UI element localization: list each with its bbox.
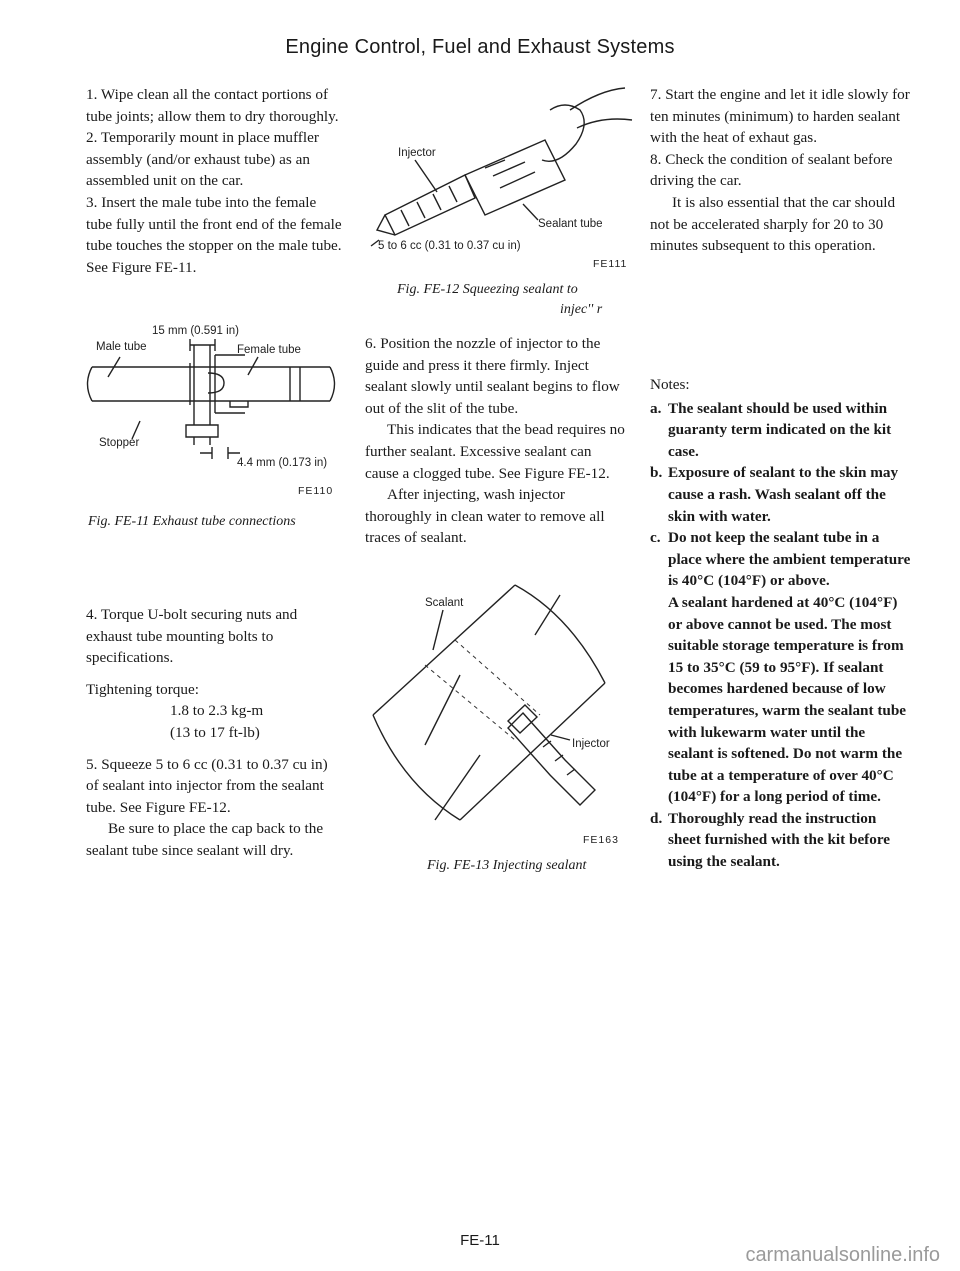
torque-value-ftlb: (13 to 17 ft-lb) [170,723,260,741]
step-2: 2. Temporarily mount in place muffler assembly (and/or exhaust tube) as an assembled unit on the car. [86,129,319,190]
column-middle [365,333,627,549]
fig11-label-male-tube: Male tube [96,341,147,353]
fig11-label-stopper: Stopper [99,437,140,449]
note-c-marker: c. [650,529,661,547]
fig11-caption: Fig. FE-11 Exhaust tube connections [88,514,296,529]
step-4: 4. Torque U-bolt securing nuts and exhaust tube mounting bolts to specifications. [86,606,298,667]
step-3: 3. Insert the male tube into the female tube fully until the front end of the female tube touches the stopper on the male tube. See Figure FE-11. [86,193,342,276]
fig12-caption-line2: injec'' r [560,302,603,317]
step-5-note: Be sure to place the cap back to the sealant tube since sealant will dry. [86,820,324,859]
fig13-label-injector: Injector [572,738,610,750]
step-1: 1. Wipe clean all the contact portions of tube joints; allow them to dry thoroughly. [86,86,339,125]
note-d-text: Thoroughly read the instruction sheet furnished with the kit before using the sealant. [668,809,891,871]
fig13-caption: Fig. FE-13 Injecting sealant [427,858,587,873]
note-d-marker: d. [650,809,663,827]
note-a-marker: a. [650,399,662,417]
note-b-text: Exposure of sealant to the skin may cause a rash. Wash sealant off the skin with water. [668,464,899,525]
note-c-p2: A sealant hardened at 40°C (104°F) or above cannot be used. The most suitable storage temperature is from 15 to 35°C (59 to 95°F). If sealant becomes hardened because of low temperatures, warm the sealant tube with lukewarm water until the sealant is softened. Do not warm the tube at a temperature of over 40°C (104°F) for a long period of time. [668,593,907,806]
fig13-injecting-diagram [365,565,635,835]
note-d [650,808,912,873]
watermark: carmanualsonline.info [745,1244,940,1266]
page-number: FE-11 [460,1232,500,1249]
fig13-label-sealant: Scalant [425,597,464,609]
step-6-p3: After injecting, wash injector thoroughly in clean water to remove all traces of sealant. [365,486,605,547]
step-8: 8. Check the condition of sealant before driving the car. [650,150,893,190]
note-a [650,398,912,463]
fig12-code: FE111 [593,258,628,270]
notes-title: Notes: [650,376,690,393]
torque-spec [86,679,344,744]
step-7: 7. Start the engine and let it idle slowly for ten minutes (minimum) to harden sealant with the heat of exhaut gas. [650,86,910,147]
fig11-dim-bottom: 4.4 mm (0.173 in) [237,457,328,469]
fig11-dim-top: 15 mm (0.591 in) [152,325,239,337]
note-c-text: Do not keep the sealant tube in a place where the ambient temperature is 40°C (104°F) or above. [668,529,911,590]
note-c [650,527,912,808]
column-right [650,84,912,257]
fig11-label-female-tube: Female tube [237,344,301,356]
notes-list [650,398,912,873]
fig11-exhaust-tube-diagram [80,335,345,465]
column-left [86,84,344,278]
torque-label: Tightening torque: [86,680,199,698]
column-left-lower [86,604,344,862]
fig13-code: FE163 [583,834,619,846]
note-b [650,462,912,527]
page-header: Engine Control, Fuel and Exhaust Systems [285,36,675,58]
fig12-label-sealant-tube: Sealant tube [538,218,603,230]
step-6-p2: This indicates that the bead requires no further sealant. Excessive sealant can cause a clogged tube. See Figure FE-12. [365,421,625,482]
note-b-marker: b. [650,464,663,482]
note-a-text: The sealant should be used within guaranty term indicated on the kit case. [668,399,892,460]
step-8-p2: It is also essential that the car should not be accelerated sharply for 20 to 30 minutes subsequent to this operation. [650,193,896,255]
notes-section [650,374,912,873]
step-5: 5. Squeeze 5 to 6 cc (0.31 to 0.37 cu in) of sealant into injector from the sealant tube. See Figure FE-12. [86,755,328,816]
fig12-label-volume: 5 to 6 cc (0.31 to 0.37 cu in) [378,240,521,252]
step-6: 6. Position the nozzle of injector to the guide and press it there firmly. Inject sealant slowly until sealant begins to flow out of the slit of the tube. [365,335,620,417]
fig12-caption-line1: Fig. FE-12 Squeezing sealant to [397,282,578,297]
fig12-label-injector: Injector [398,147,436,159]
torque-value-kgm: 1.8 to 2.3 kg-m [170,702,264,720]
fig12-squeezing-diagram [365,80,635,255]
fig11-code: FE110 [298,485,334,497]
